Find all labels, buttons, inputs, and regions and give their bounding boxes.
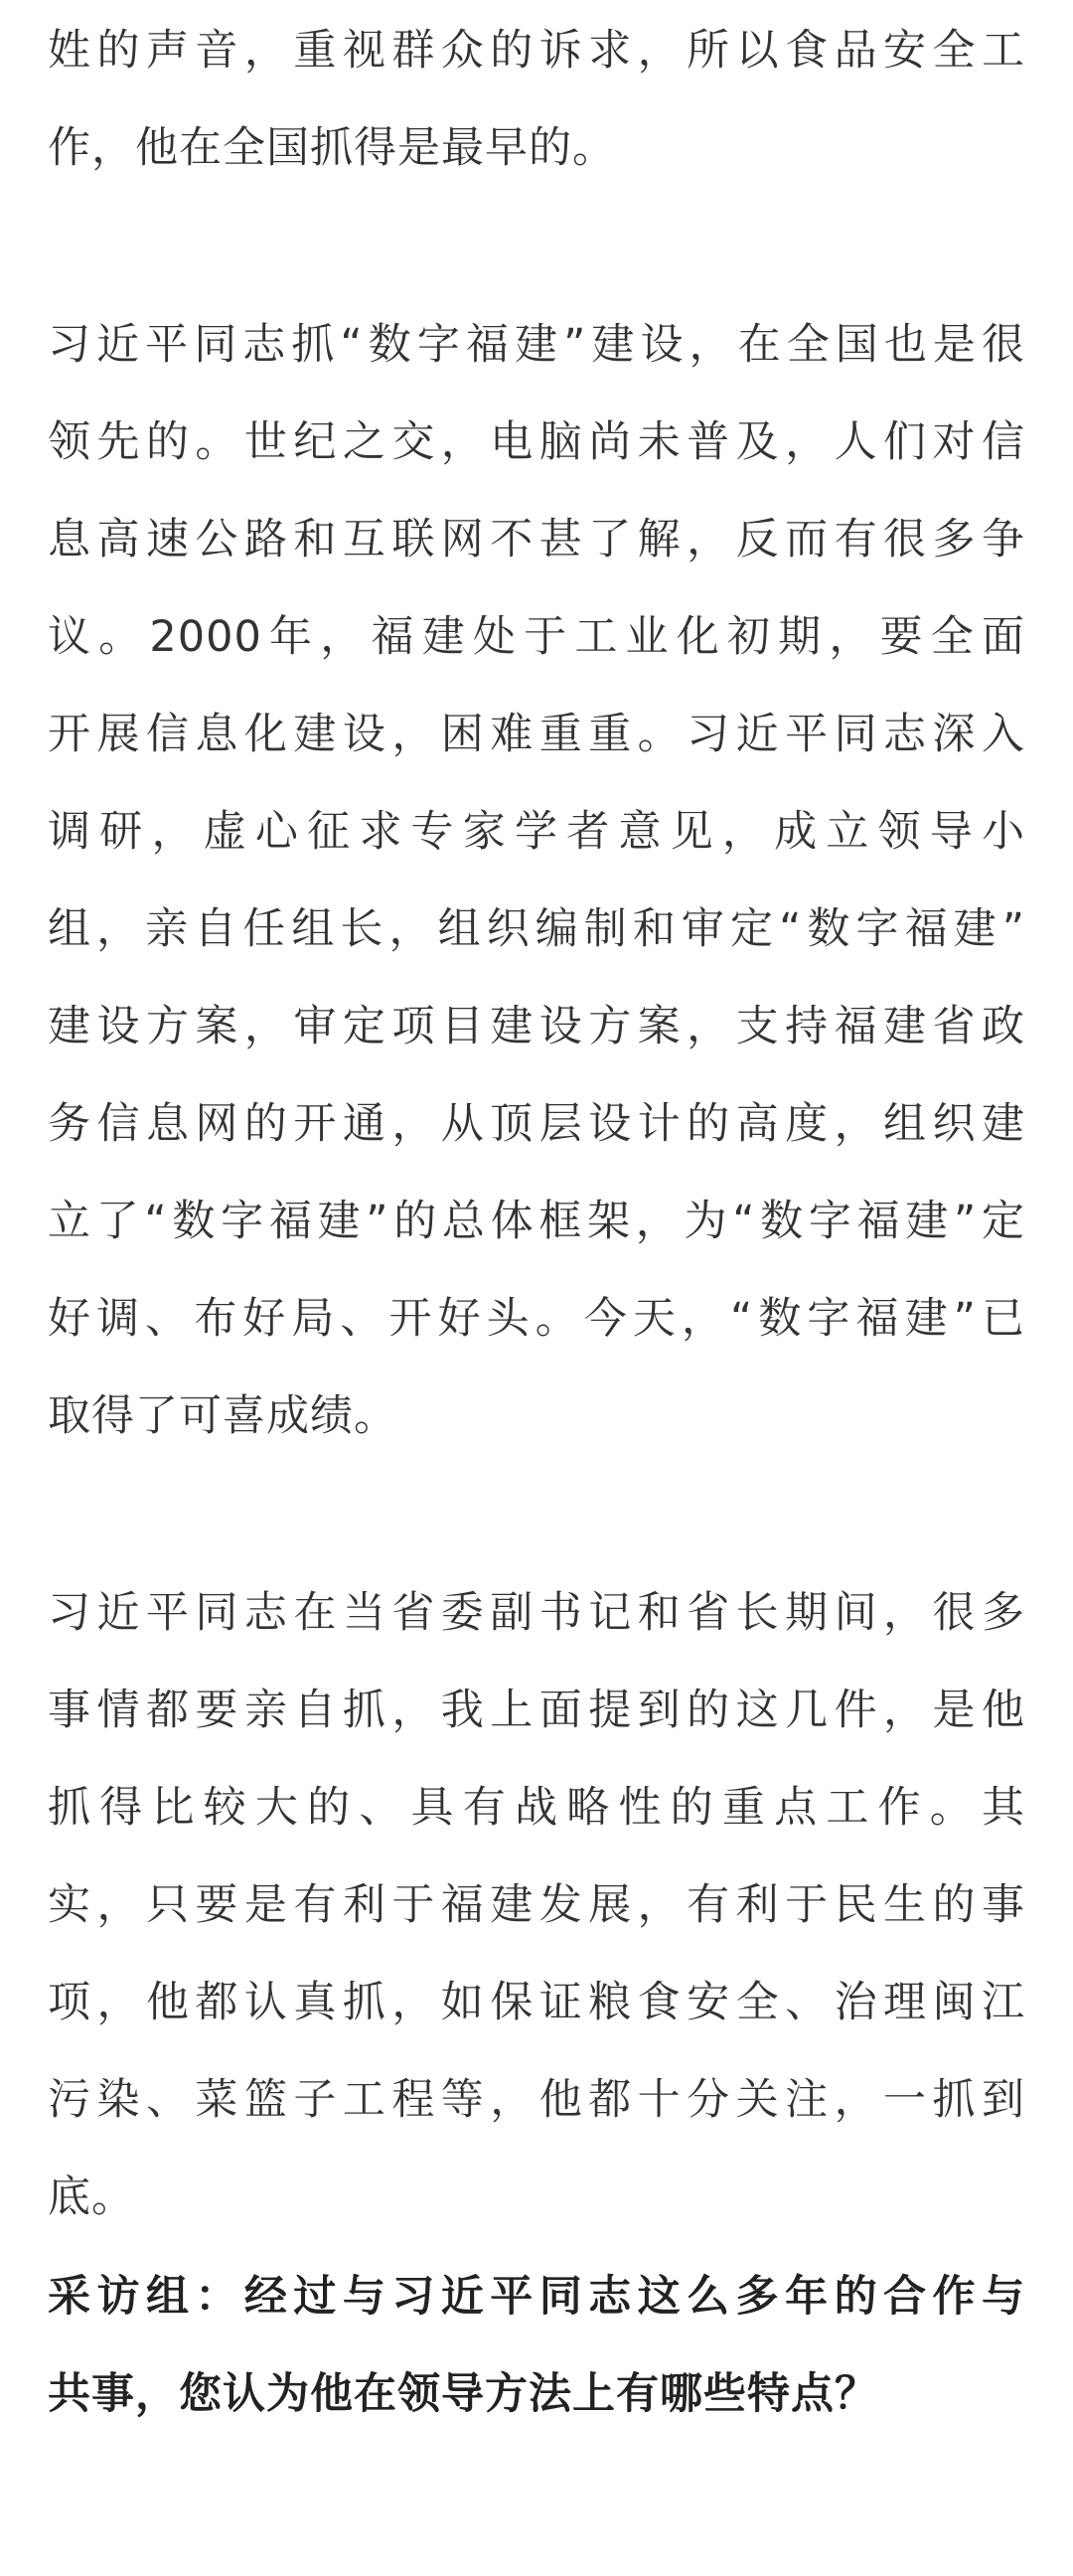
text-line: 习近平同志在当省委副书记和省长期间，很多: [48, 1588, 1025, 1638]
text-line: 开展信息化建设，困难重重。习近平同志深入: [48, 710, 1025, 759]
text-line: 立了“数字福建”的总体框架，为“数字福建”定: [48, 1197, 1025, 1246]
text-line: 项，他都认真抓，如保证粮食安全、治理闽江: [48, 1978, 1025, 2027]
text-line: 领先的。世纪之交，电脑尚未普及，人们对信: [48, 417, 1025, 467]
text-line: 实，只要是有利于福建发展，有利于民生的事: [48, 1880, 1025, 1930]
text-line: 建设方案，审定项目建设方案，支持福建省政: [48, 1002, 1025, 1051]
text-line: 息高速公路和互联网不甚了解，反而有很多争: [48, 515, 1025, 564]
text-line: 议。2000年，福建处于工业化初期，要全面: [48, 612, 1025, 662]
text-line: 习近平同志抓“数字福建”建设，在全国也是很: [48, 320, 1025, 370]
text-line: 作，他在全国抓得是最早的。: [48, 123, 616, 173]
text-line: 抓得比较大的、具有战略性的重点工作。其: [48, 1783, 1025, 1833]
interview-question: [48, 2248, 1025, 2443]
text-line: 取得了可喜成绩。: [48, 1391, 397, 1441]
text-line: 组，亲自任组长，组织编制和审定“数字福建”: [48, 904, 1025, 954]
text-line: 务信息网的开通，从顶层设计的高度，组织建: [48, 1099, 1025, 1149]
text-line: 调研，虚心征求专家学者意见，成立领导小: [48, 807, 1025, 857]
text-line: 底。: [48, 2173, 135, 2222]
paragraph-food-safety: [48, 2, 1025, 197]
text-line: 污染、菜篮子工程等，他都十分关注，一抓到: [48, 2075, 1025, 2125]
text-line: 姓的声音，重视群众的诉求，所以食品安全工: [48, 26, 1025, 76]
text-line: 好调、布好局、开好头。今天，“数字福建”已: [48, 1294, 1025, 1344]
paragraph-key-work: [48, 1564, 1025, 2246]
text-line: 事情都要亲自抓，我上面提到的这几件，是他: [48, 1686, 1025, 1735]
text-line: 共事，您认为他在领导方法上有哪些特点？: [48, 2369, 878, 2419]
paragraph-digital-fujian: [48, 296, 1025, 1465]
text-line: 采访组：经过与习近平同志这么多年的合作与: [48, 2272, 1025, 2322]
